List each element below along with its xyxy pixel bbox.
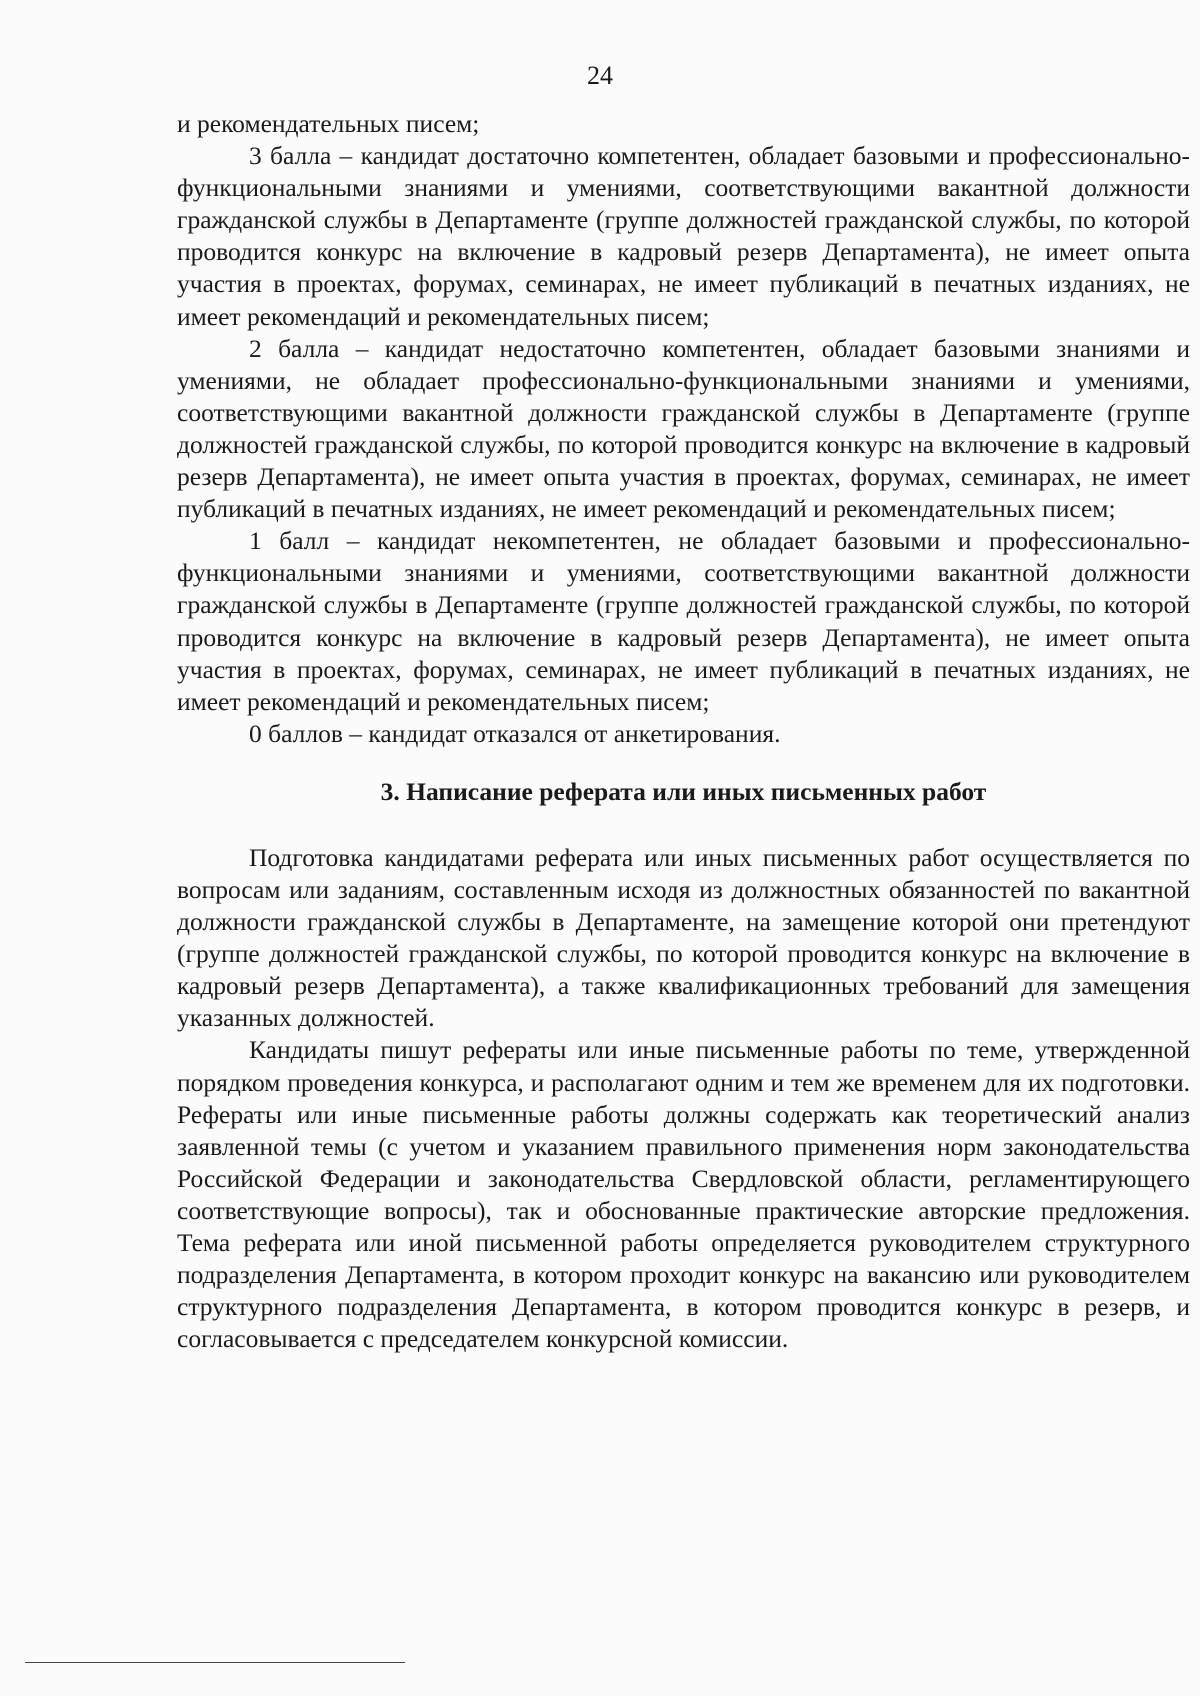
paragraph-score-1: 1 балл – кандидат некомпетентен, не обладает базовыми и профессионально-функциональными знаниями и умениями, соответствующими вакантной должности гражданской службы в Департаменте (группе должностей гражданской службы, по которой проводится конкурс на включение в кадровый резерв Департамента), не имеет опыта участия в проектах, форумах, семинарах, не имеет публикаций в печатных изданиях, не имеет рекомендаций и рекомендательных писем;	[177, 526, 1190, 716]
paragraph-continuation: и рекомендательных писем;	[177, 109, 480, 138]
footnote-divider	[25, 1662, 405, 1663]
paragraph-score-2: 2 балла – кандидат недостаточно компетентен, обладает базовыми знаниями и умениями, не обладает профессионально-функциональными знаниями и умениями, соответствующими вакантной должности гражданской службы в Департаменте (группе должностей гражданской службы, по которой проводится конкурс на включение в кадровый резерв Департамента), не имеет опыта участия в проектах, форумах, семинарах, не имеет публикаций в печатных изданиях, не имеет рекомендаций и рекомендательных писем;	[177, 333, 1190, 524]
page-body	[177, 108, 1190, 1355]
paragraph-score-3: 3 балла – кандидат достаточно компетентен, обладает базовыми и профессионально-функциональными знаниями и умениями, соответствующими вакантной должности гражданской службы в Департаменте (группе должностей гражданской службы, по которой проводится конкурс на включение в кадровый резерв Департамента), не имеет опыта участия в проектах, форумах, семинарах, не имеет публикаций в печатных изданиях, не имеет рекомендаций и рекомендательных писем;	[177, 141, 1190, 331]
paragraph-candidates: Кандидаты пишут рефераты или иные письменные работы по теме, утвержденной порядком проведения конкурса, и располагают одним и тем же временем для их подготовки. Рефераты или иные письменные работы должны содержать как теоретический анализ заявленной темы (с учетом и указанием правильного применения норм законодательства Российской Федерации и законодательства Свердловской области, регламентирующего соответствующие вопросы), так и обоснованные практические авторские предложения. Тема реферата или иной письменной работы определяется руководителем структурного подразделения Департамента, в котором проходит конкурс на вакансию или руководителем структурного подразделения Департамента, в котором проводится конкурс в резерв, и согласовывается с председателем конкурсной комиссии.	[177, 1035, 1190, 1354]
paragraph-score-0: 0 баллов – кандидат отказался от анкетирования.	[249, 718, 781, 748]
section-heading: 3. Написание реферата или иных письменных работ	[380, 776, 987, 806]
page-number: 24	[587, 61, 613, 90]
paragraph-preparation: Подготовка кандидатами реферата или иных письменных работ осуществляется по вопросам или заданиям, составленным исходя из должностных обязанностей по вакантной должности гражданской службы в Департаменте, на замещение которой они претендуют (группе должностей гражданской службы, по которой проводится конкурс на включение в кадровый резерв Департамента), а также квалификационных требований для замещения указанных должностей.	[177, 842, 1190, 1033]
